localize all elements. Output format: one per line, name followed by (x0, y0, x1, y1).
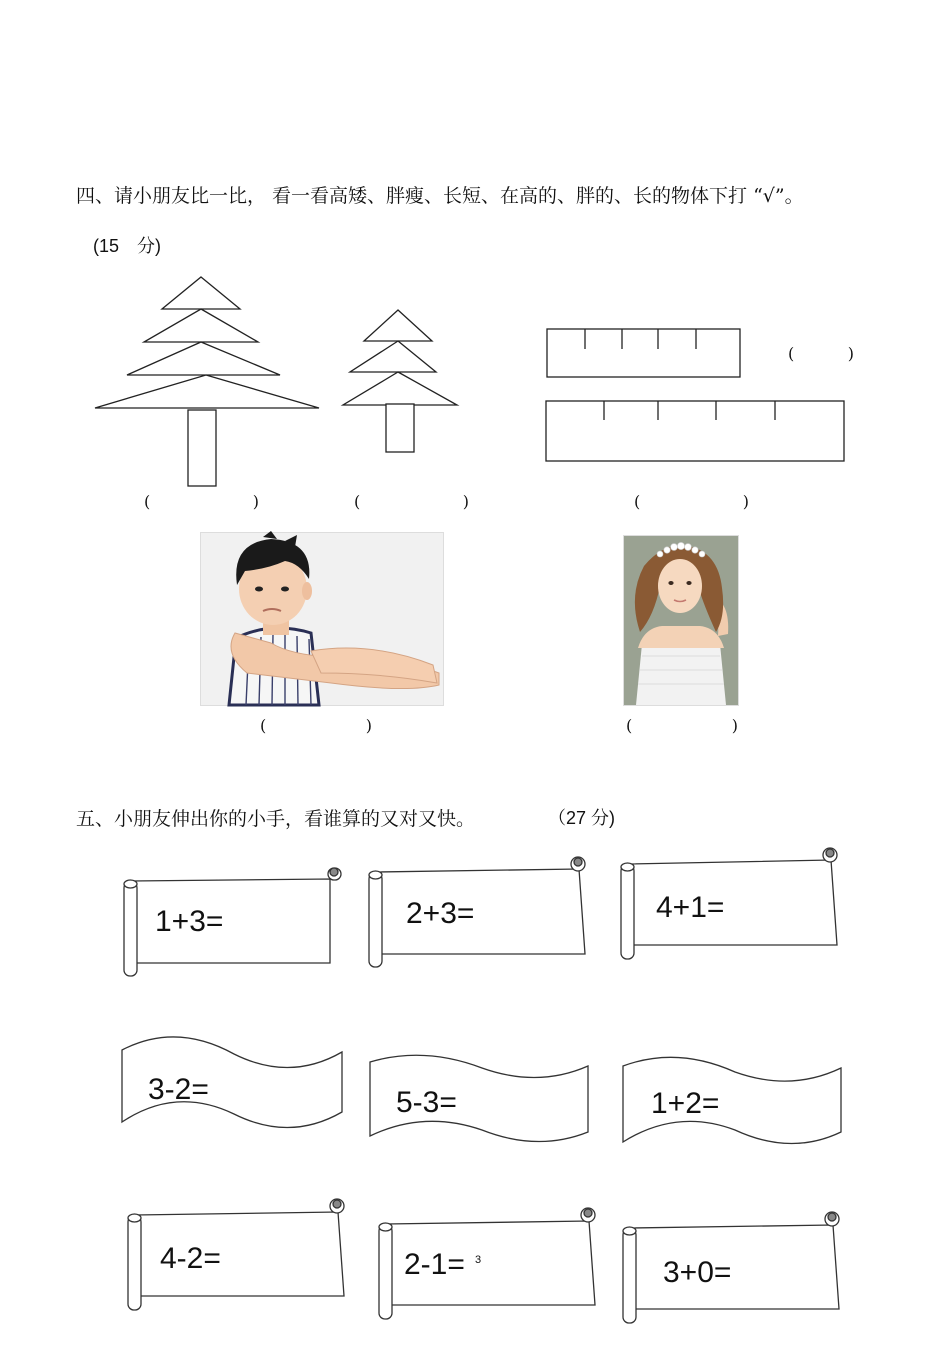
equation-1: 1+3= (155, 905, 224, 938)
short-tree-icon (340, 308, 462, 456)
equation-4: 3-2= (148, 1073, 209, 1106)
equation-3: 4+1= (656, 891, 725, 924)
scroll-card-1 (120, 862, 346, 980)
section-4-score: (15 分) (93, 236, 162, 256)
equation-6: 1+2= (651, 1087, 720, 1120)
boy-photo (200, 532, 444, 706)
equation-8: 2-1= (404, 1248, 465, 1281)
scroll-card-2 (365, 853, 591, 971)
long-ruler-icon (544, 399, 847, 464)
scroll-card-9 (619, 1209, 845, 1327)
equation-2: 2+3= (406, 897, 475, 930)
section-4-title: 四、请小朋友比一比， 看一看高矮、胖瘦、长短、在高的、胖的、长的物体下打 “√”。 (76, 185, 804, 207)
answer-bracket-short-tree[interactable]: ( ) (354, 492, 469, 511)
answer-bracket-short-ruler[interactable]: ( ) (788, 344, 854, 363)
scroll-card-7 (124, 1196, 350, 1314)
answer-bracket-long-ruler[interactable]: ( ) (634, 492, 749, 511)
section-5-score: （27 分) (548, 808, 616, 828)
short-ruler-icon (545, 327, 743, 379)
section-5-title: 五、小朋友伸出你的小手，看谁算的又对又快。 (76, 808, 476, 830)
tall-tree-icon (92, 275, 322, 490)
equation-7: 4-2= (160, 1242, 221, 1275)
scroll-card-3 (617, 845, 843, 963)
answer-note: 3 (475, 1254, 482, 1266)
answer-bracket-boy[interactable]: ( ) (260, 716, 372, 735)
answer-bracket-tall-tree[interactable]: ( ) (144, 492, 259, 511)
equation-9: 3+0= (663, 1256, 732, 1289)
girl-photo (623, 535, 739, 706)
equation-5: 5-3= (396, 1086, 457, 1119)
answer-bracket-girl[interactable]: ( ) (626, 716, 738, 735)
